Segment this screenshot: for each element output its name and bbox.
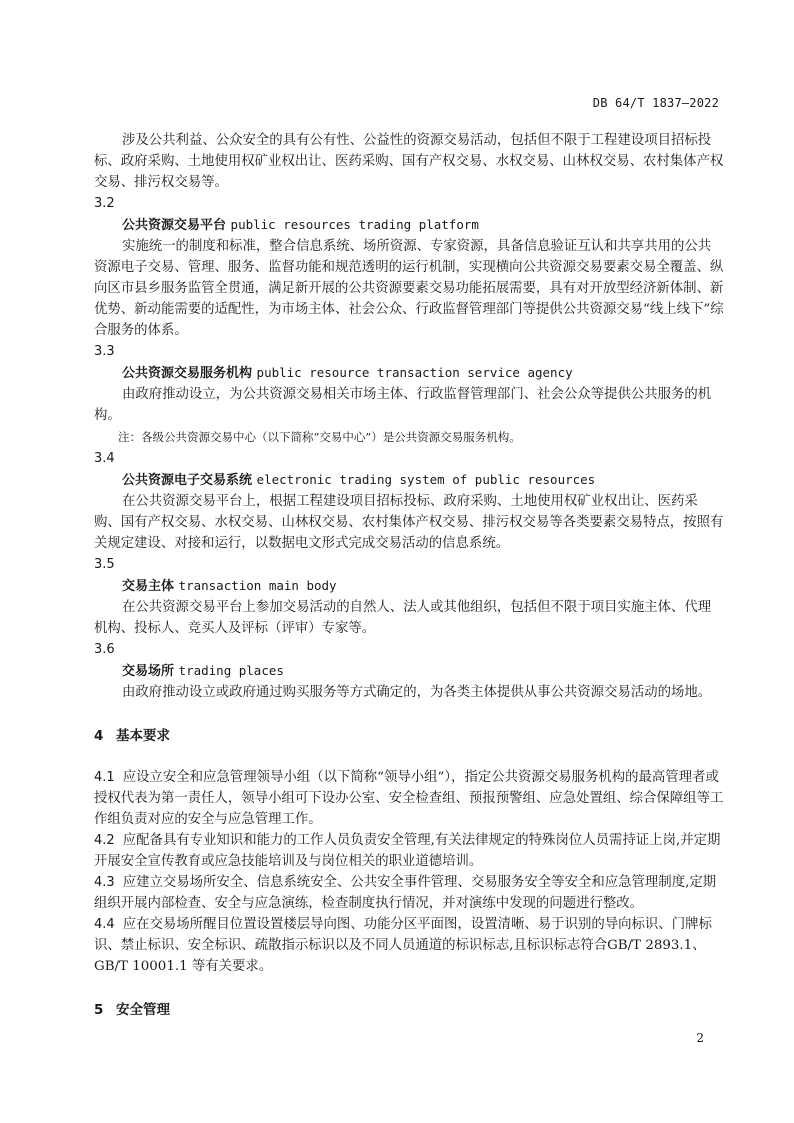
term-number: 3.3: [94, 344, 115, 359]
term-title: [94, 214, 724, 236]
term-3-2: [94, 193, 724, 341]
term-definition: 在公共资源交易平台上，根据工程建设项目招标投标、政府采购、土地使用权矿业权出让、医药采购、国有产权交易、水权交易、山林权交易、农村集体产权交易、排污权交易等各类要素交易特点，按照有关规定建设、对接和运行，以数据电文形式完成交易活动的信息系统。: [94, 494, 724, 551]
section-5-heading: [94, 1000, 724, 1021]
standard-code: DB 64/T 1837—2022: [592, 96, 719, 110]
section-number: 5: [94, 1002, 104, 1018]
term-3-3: [94, 341, 724, 448]
term-3-6: [94, 639, 724, 703]
clause-number: 4.2: [94, 833, 115, 848]
term-title: [94, 469, 724, 491]
term-en: transaction main body: [178, 578, 337, 593]
term-title: [94, 362, 724, 384]
term-3-5: [94, 554, 724, 639]
term-number: 3.5: [94, 557, 115, 572]
spacer: [94, 703, 724, 726]
term-cn: 公共资源交易服务机构: [122, 366, 253, 381]
section-title: 基本要求: [116, 728, 170, 744]
term-note: 注：各级公共资源交易中心（以下简称“交易中心”）是公共资源交易服务机构。: [118, 430, 521, 444]
term-definition: 由政府推动设立，为公共资源交易相关市场主体、行政监督管理部门、社会公众等提供公共服务的机构。: [94, 387, 712, 423]
page-number: 2: [696, 1031, 704, 1045]
spacer: [94, 747, 724, 767]
term-number: 3.4: [94, 451, 115, 466]
term-number: 3.2: [94, 196, 115, 211]
term-cn: 公共资源电子交易系统: [122, 473, 253, 488]
term-definition: 在公共资源交易平台上参加交易活动的自然人、法人或其他组织，包括但不限于项目实施主体、代理机构、投标人、竞买人及评标（评审）专家等。: [94, 600, 712, 636]
term-en: public resource transaction service agency: [256, 365, 573, 380]
term-definition: 由政府推动设立或政府通过购买服务等方式确定的，为各类主体提供从事公共资源交易活动的场地。: [122, 685, 712, 700]
term-cn: 交易主体: [122, 579, 175, 594]
term-en: trading places: [178, 663, 284, 678]
clause-text: 应在交易场所醒目位置设置楼层导向图、功能分区平面图，设置清晰、易于识别的导向标识、门牌标识、禁止标识、安全标识、疏散指示标识以及不同人员通道的标识标志,且标识标志符合GB/T 2893.1、GB/T 10001.1 等有关要求。: [94, 917, 712, 974]
clause-text: 应建立交易场所安全、信息系统安全、公共安全事件管理、交易服务安全等安全和应急管理制度,定期组织开展内部检查、安全与应急演练，检查制度执行情况，并对演练中发现的问题进行整改。: [94, 875, 717, 911]
document-body: [94, 130, 724, 1021]
term-title: [94, 575, 724, 597]
clause-text: 应配备具有专业知识和能力的工作人员负责安全管理,有关法律规定的特殊岗位人员需持证上岗,并定期开展安全宣传教育或应急技能培训及与岗位相关的职业道德培训。: [94, 833, 721, 869]
term-definition: 实施统一的制度和标准，整合信息系统、场所资源、专家资源，具备信息验证互认和共享共用的公共资源电子交易、管理、服务、监督功能和规范透明的运行机制，实现横向公共资源交易要素交易全覆盖、纵向区市县乡服务监管全贯通，满足新开展的公共资源要素交易功能拓展需要，具有对开放型经济新体制、新优势、新动能需要的适配性，为市场主体、社会公众、行政监督管理部门等提供公共资源交易“线上线下”综合服务的体系。: [94, 239, 724, 338]
clause-4-2: [94, 830, 724, 872]
clause-number: 4.1: [94, 770, 115, 785]
term-number: 3.6: [94, 642, 115, 657]
term-cn: 交易场所: [122, 664, 175, 679]
clause-text: 应设立安全和应急管理领导小组（以下简称“领导小组”），指定公共资源交易服务机构的最高管理者或授权代表为第一责任人，领导小组可下设办公室、安全检查组、预报预警组、应急处置组、综合保障组等工作组负责对应的安全与应急管理工作。: [94, 770, 724, 827]
section-4-heading: [94, 726, 724, 747]
term-3-1-definition-continued: 涉及公共利益、公众安全的具有公有性、公益性的资源交易活动，包括但不限于工程建设项目招标投标、政府采购、土地使用权矿业权出让、医药采购、国有产权交易、水权交易、山林权交易、农村集体产权交易、排污权交易等。: [94, 133, 724, 190]
term-cn: 公共资源交易平台: [122, 218, 227, 233]
term-title: [94, 660, 724, 682]
clause-4-1: [94, 767, 724, 830]
clause-4-4: [94, 914, 724, 977]
clause-4-3: [94, 872, 724, 914]
spacer: [94, 977, 724, 1000]
term-3-4: [94, 448, 724, 554]
section-number: 4: [94, 728, 104, 744]
section-title: 安全管理: [116, 1002, 170, 1018]
term-en: public resources trading platform: [230, 217, 479, 232]
term-en: electronic trading system of public resources: [256, 472, 596, 487]
clause-number: 4.4: [94, 917, 115, 932]
clause-number: 4.3: [94, 875, 115, 890]
